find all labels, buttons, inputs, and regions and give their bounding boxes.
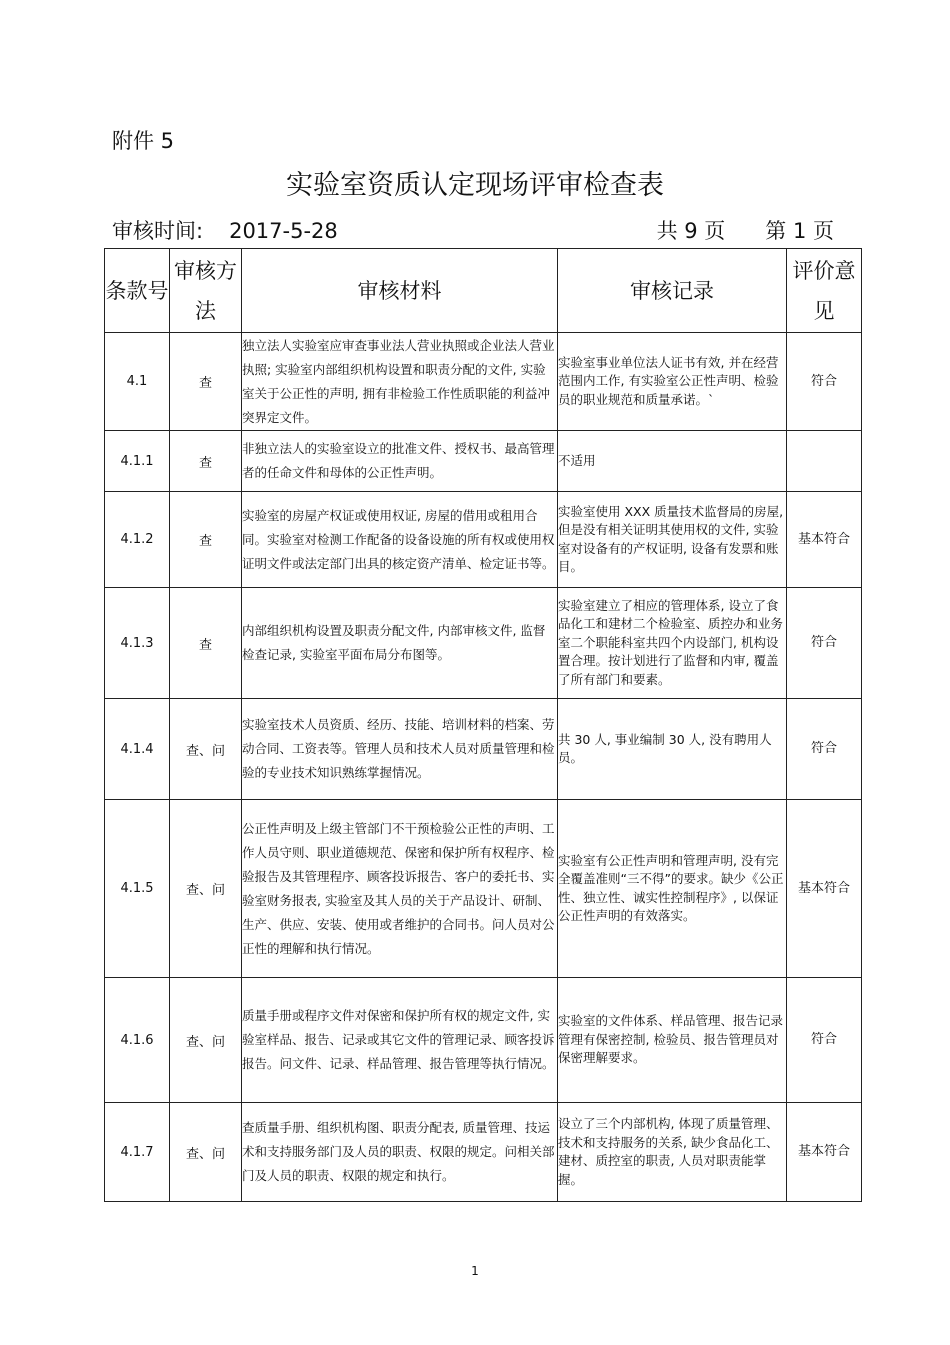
table-row [105, 699, 862, 800]
header-opinion: 评价意见 [787, 249, 862, 333]
method-cell: 查 [170, 333, 242, 431]
clause-cell: 4.1.1 [105, 431, 170, 492]
total-pages: 共 9 页 [656, 219, 726, 243]
clause-cell: 4.1 [105, 333, 170, 431]
method-cell: 查 [170, 431, 242, 492]
clause-cell: 4.1.5 [105, 800, 170, 978]
opinion-cell: 符合 [787, 699, 862, 800]
page-number: 1 [471, 1264, 479, 1278]
review-time [112, 214, 338, 248]
opinion-cell: 基本符合 [787, 800, 862, 978]
clause-cell: 4.1.6 [105, 978, 170, 1103]
material-cell: 质量手册或程序文件对保密和保护所有权的规定文件, 实验室样品、报告、记录或其它文件的管理记录、顾客投诉报告。问文件、记录、样品管理、报告管理等执行情况。 [242, 978, 558, 1103]
record-cell: 实验室使用 XXX 质量技术监督局的房屋, 但是没有相关证明其使用权的文件, 实验室对设备有的产权证明, 设备有发票和账目。 [558, 492, 787, 588]
table-row [105, 800, 862, 978]
clause-cell: 4.1.2 [105, 492, 170, 588]
header-material: 审核材料 [242, 249, 558, 333]
table-row [105, 978, 862, 1103]
header-record: 审核记录 [558, 249, 787, 333]
document-title: 实验室资质认定现场评审检查表 [286, 170, 664, 201]
method-cell: 查、问 [170, 978, 242, 1103]
material-cell: 实验室技术人员资质、经历、技能、培训材料的档案、劳动合同、工资表等。管理人员和技术人员对质量管理和检验的专业技术知识熟练掌握情况。 [242, 699, 558, 800]
table-row [105, 1103, 862, 1202]
page-info [645, 214, 834, 248]
table-row [105, 333, 862, 431]
material-cell: 查质量手册、组织机构图、职责分配表, 质量管理、技运术和支持服务部门及人员的职责、权限的规定。问相关部门及人员的职责、权限的规定和执行。 [242, 1103, 558, 1202]
record-cell: 共 30 人, 事业编制 30 人, 没有聘用人员。 [558, 699, 787, 800]
current-page: 第 1 页 [765, 219, 834, 243]
material-cell: 内部组织机构设置及职责分配文件, 内部审核文件, 监督检查记录, 实验室平面布局分布图等。 [242, 588, 558, 699]
opinion-cell: 符合 [787, 333, 862, 431]
review-time-label: 审核时间: [112, 219, 204, 243]
header-clause: 条款号 [105, 249, 170, 333]
opinion-cell: 基本符合 [787, 492, 862, 588]
opinion-cell: 基本符合 [787, 1103, 862, 1202]
record-cell: 设立了三个内部机构, 体现了质量管理、技术和支持服务的关系, 缺少食品化工、建材、质控室的职责, 人员对职责能掌握。 [558, 1103, 787, 1202]
table-row [105, 431, 862, 492]
method-cell: 查 [170, 588, 242, 699]
record-cell: 实验室有公正性声明和管理声明, 没有完全覆盖准则“三不得”的要求。缺少《公正性、独立性、诚实性控制程序》, 以保证公正性声明的有效落实。 [558, 800, 787, 978]
clause-cell: 4.1.4 [105, 699, 170, 800]
material-cell: 独立法人实验室应审查事业法人营业执照或企业法人营业执照; 实验室内部组织机构设置和职责分配的文件, 实验室关于公正性的声明, 拥有非检验工作性质职能的利益冲突界定文件。 [242, 333, 558, 431]
review-checklist-table [104, 248, 862, 1202]
table-row [105, 492, 862, 588]
material-cell: 实验室的房屋产权证或使用权证, 房屋的借用或租用合同。实验室对检测工作配备的设备设施的所有权或使用权证明文件或法定部门出具的核定资产清单、检定证书等。 [242, 492, 558, 588]
attachment-label: 附件 5 [112, 129, 175, 153]
opinion-cell: 符合 [787, 588, 862, 699]
record-cell: 不适用 [558, 431, 787, 492]
clause-cell: 4.1.7 [105, 1103, 170, 1202]
review-date: 2017-5-28 [229, 219, 338, 243]
method-cell: 查、问 [170, 800, 242, 978]
opinion-cell [787, 431, 862, 492]
table-header-row [105, 249, 862, 333]
table-row [105, 588, 862, 699]
method-cell: 查、问 [170, 699, 242, 800]
method-cell: 查 [170, 492, 242, 588]
material-cell: 公正性声明及上级主管部门不干预检验公正性的声明、工作人员守则、职业道德规范、保密和保护所有权程序、检验报告及其管理程序、顾客投诉报告、客户的委托书、实验室财务报表, 实验室及其人员的关于产品设计、研制、生产、供应、安装、使用或者维护的合同书。问人员对公正性的理解和执行情况。 [242, 800, 558, 978]
opinion-cell: 符合 [787, 978, 862, 1103]
header-method: 审核方法 [170, 249, 242, 333]
clause-cell: 4.1.3 [105, 588, 170, 699]
method-cell: 查、问 [170, 1103, 242, 1202]
record-cell: 实验室的文件体系、样品管理、报告记录管理有保密控制, 检验员、报告管理员对保密理解要求。 [558, 978, 787, 1103]
material-cell: 非独立法人的实验室设立的批准文件、授权书、最高管理者的任命文件和母体的公正性声明。 [242, 431, 558, 492]
record-cell: 实验室事业单位法人证书有效, 并在经营范围内工作, 有实验室公正性声明、检验员的职业规范和质量承诺。` [558, 333, 787, 431]
record-cell: 实验室建立了相应的管理体系, 设立了食品化工和建材二个检验室、质控办和业务室二个职能科室共四个内设部门, 机构设置合理。按计划进行了监督和内审, 覆盖了所有部门和要素。 [558, 588, 787, 699]
